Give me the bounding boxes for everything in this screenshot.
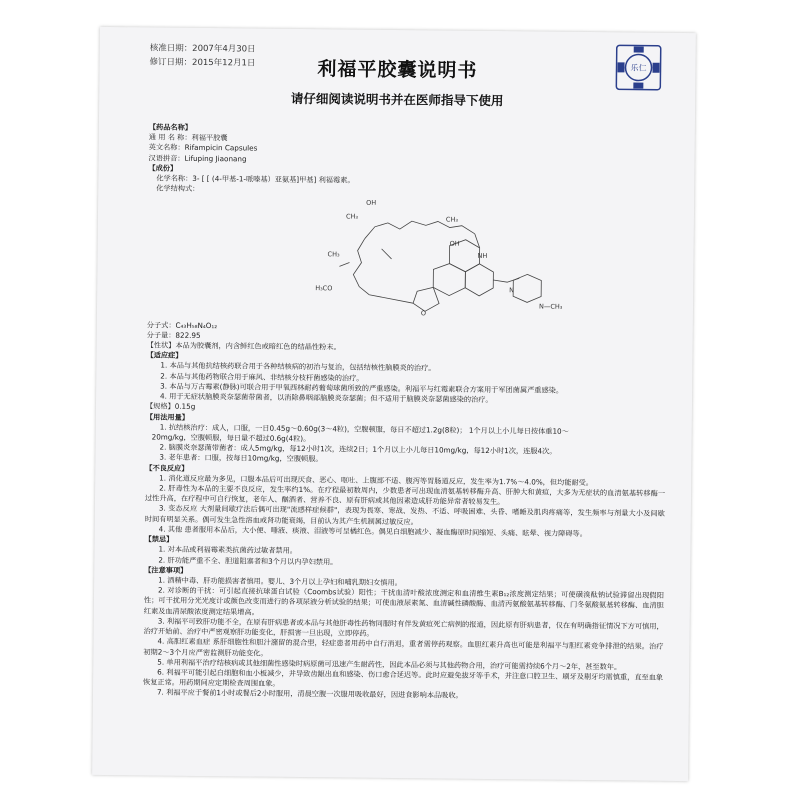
label-oh-2: OH bbox=[449, 239, 460, 248]
chemical-structure bbox=[147, 196, 668, 323]
precaution-paragraph: 3. 利福平可致肝功能不全，在原有肝病患者或本品与其他肝毒性药物同服时有伴发黄疸死亡病例的报道，因此原有肝病患者，仅在有明确指征情况下方可慎用，治疗开始前、治疗中严密观察肝功能变化，肝损害一旦出现，立即停药。 bbox=[143, 616, 664, 638]
document-title: 利福平胶囊说明书 bbox=[317, 58, 478, 82]
label-nh: NH bbox=[477, 251, 488, 260]
dosage-item: 2. 脑膜炎奈瑟菌带菌者：成人5mg/kg，每12小时1次，连续2日；1个月以上小儿每日10mg/kg，每12小时1次，连服4次。 bbox=[159, 442, 557, 456]
label-nch3: N—CH₃ bbox=[538, 302, 563, 311]
adverse-paragraph: 2. 肝毒性为本品的主要不良反应，发生率约1%。在疗程最初数周内，少数患者可出现血清氨基转移酶升高、肝肿大和黄疸，大多为无症状的血清氨基转移酶一过性升高，在疗程中可自行恢复，老年人、酗酒者、营养不良、原有肝病或其他因素造成肝功能异常者较易发生。 bbox=[144, 483, 666, 507]
english-name: 英文名称：Rifampicin Capsules bbox=[148, 142, 258, 153]
precautions-heading: 【注意事项】 bbox=[144, 565, 188, 575]
dosage-item: 20mg/kg，空腹顿服，每日量不超过0.6g(4粒)。 bbox=[151, 432, 311, 444]
label-h3co: H₃CO bbox=[315, 283, 333, 292]
pinyin-name: 汉语拼音：Lifuping Jiaonang bbox=[148, 153, 247, 164]
generic-name: 通 用 名 称：利福平胶囊 bbox=[148, 132, 228, 143]
precaution-paragraph: 1. 酒精中毒、肝功能损害者慎用。婴儿、3个月以上孕妇和哺乳期妇女慎用。 bbox=[158, 575, 402, 588]
molecular-weight: 分子量：822.95 bbox=[146, 330, 201, 340]
adverse-heading: 【不良反应】 bbox=[145, 462, 189, 473]
adverse-paragraph: 1. 消化道反应最为多见，口服本品后可出现厌食、恶心、呕吐、上腹部不适、腹泻等胃肠道反应，发生率为1.7%～4.0%，但均能耐受。 bbox=[159, 473, 594, 487]
dosage-item: 1. 抗结核治疗：成人，口服，一日0.45g～0.60g(3～4粒)，空腹顿服，每日不超过1.2g(8粒)； 1个月以上小儿每日按体重10～ bbox=[159, 422, 569, 436]
adverse-paragraph: 3. 变态反应 大剂量间歇疗法后偶可出现"流感样症候群"，表现为畏寒、寒战、发热、不适、呼吸困难、头昏、嗜睡及肌肉疼痛等，发生频率与剂量大小及间歇时间有明显关系。偶可发生急性溶血或肾功能衰竭，目前认为其产生机制属过敏反应。 bbox=[144, 504, 665, 526]
indication-item: 1. 本品与其他抗结核药联合用于各种结核病的初治与复治，包括结核性脑膜炎的治疗。 bbox=[160, 360, 436, 373]
label-oh-1: OH bbox=[366, 198, 377, 207]
molecular-formula: 分子式：C₄₃H₅₈N₄O₁₂ bbox=[146, 319, 218, 330]
svg-text:乐仁: 乐仁 bbox=[630, 63, 647, 73]
label-ch3-3: CH₃ bbox=[327, 249, 340, 258]
precaution-paragraph: 4. 高胆红素血症 系肝细胞性和胆汁潴留的混合型，轻症患者用药中自行消退，重者需停药观察。血胆红素升高也可能是利福平与胆红素竞争排泄的结果。治疗初期2～3个月应严密监测肝功能变化。 bbox=[143, 636, 664, 658]
precaution-paragraph: 5. 单用利福平治疗结核病或其他细菌性感染时病原菌可迅速产生耐药性，因此本品必须与其他药物合用，治疗可能需持续6个月～2年，甚至数年。 bbox=[157, 657, 622, 672]
indication-item: 3. 本品与万古霉素(静脉)可联合用于甲氧西林耐药葡萄球菌所致的严重感染。利福平与红霉素联合方案用于军团菌属严重感染。 bbox=[160, 381, 564, 395]
precaution-paragraph: 7. 利福平应于餐前1小时或餐后2小时服用，清晨空腹一次服用吸收最好，因进食影响本品吸收。 bbox=[156, 687, 463, 701]
contraindications-heading: 【禁忌】 bbox=[144, 534, 174, 544]
label-o: O bbox=[420, 308, 427, 317]
leaflet-paper bbox=[92, 27, 696, 781]
indication-item: 2. 本品与其他药物联合用于麻风、非结核分枝杆菌感染的治疗。 bbox=[160, 371, 364, 383]
indications-heading: 【适应症】 bbox=[146, 350, 183, 360]
drug-name-heading: 【药品名称】 bbox=[148, 122, 193, 132]
leaflet-body bbox=[143, 122, 669, 703]
chemical-name: 化学名称：3- [ [ (4-甲基-1-哌嗪基）亚氨基]甲基] 利福霉素。 bbox=[156, 173, 355, 185]
precaution-paragraph: 2. 对诊断的干扰：可引起直接抗球蛋白试验（Coombs试验）阳性；干扰血清叶酸浓度测定和血清维生素B₁₂浓度测定结果；可使磺溴酞钠试验滞留出现假阳性；可干扰用分光光度计或颜色改变而进行的各项尿液分析试验的结果；可使血液尿素氮、血清碱性磷酸酶、血清丙氨酸氨基转移酶、门冬氨酸氨基转移酶、血清胆红素及血清尿酸浓度测定结果增高。 bbox=[143, 585, 665, 617]
dosage-heading: 【用法用量】 bbox=[145, 411, 190, 422]
structure-diagram-icon bbox=[269, 197, 550, 322]
approval-date: 核准日期：2007年4月30日 bbox=[149, 43, 256, 55]
structure-label: 化学结构式： bbox=[156, 183, 200, 194]
specification: 【规格】0.15g bbox=[145, 401, 196, 412]
contraindication-item: 1. 对本品或利福霉素类抗菌药过敏者禁用。 bbox=[158, 544, 298, 556]
contraindication-item: 2. 肝功能严重不全、胆道阻塞者和3个月以内孕妇禁用。 bbox=[158, 555, 338, 566]
label-ch3-1: CH₃ bbox=[345, 212, 359, 221]
revision-date: 修订日期：2015年12月1日 bbox=[149, 57, 256, 69]
precaution-paragraph: 6. 利福平可能引起白细胞和血小板减少，并导致齿龈出血和感染、伤口愈合延迟等。此时应避免拔牙等手术，并注意口腔卫生、刷牙及剔牙均需慎重，直至血象恢复正常。用药期间应定期检查周围血象。 bbox=[143, 667, 664, 689]
dosage-item: 3. 老年患者：口服，按每日10mg/kg，空腹顿服。 bbox=[159, 452, 323, 464]
indication-item: 4. 用于无症状脑膜炎奈瑟菌带菌者，以消除鼻咽部脑膜炎奈瑟菌；但不适用于脑膜炎奈瑟菌感染的治疗。 bbox=[160, 391, 493, 405]
composition-heading: 【成份】 bbox=[148, 163, 178, 173]
label-ch3-2: CH₃ bbox=[445, 215, 459, 224]
document-subtitle: 请仔细阅读说明书并在医师指导下使用 bbox=[290, 90, 504, 109]
label-n: N bbox=[509, 285, 515, 294]
adverse-paragraph: 4. 其他 患者服用本品后，大小便、唾液、痰液、泪液等可呈橘红色。偶见白细胞减少、凝血酶原时间缩短、头痛、眩晕、视力障碍等。 bbox=[158, 524, 588, 538]
properties: 【性状】本品为胶囊剂，内含鲜红色或暗红色的结晶性粉末。 bbox=[146, 340, 341, 352]
